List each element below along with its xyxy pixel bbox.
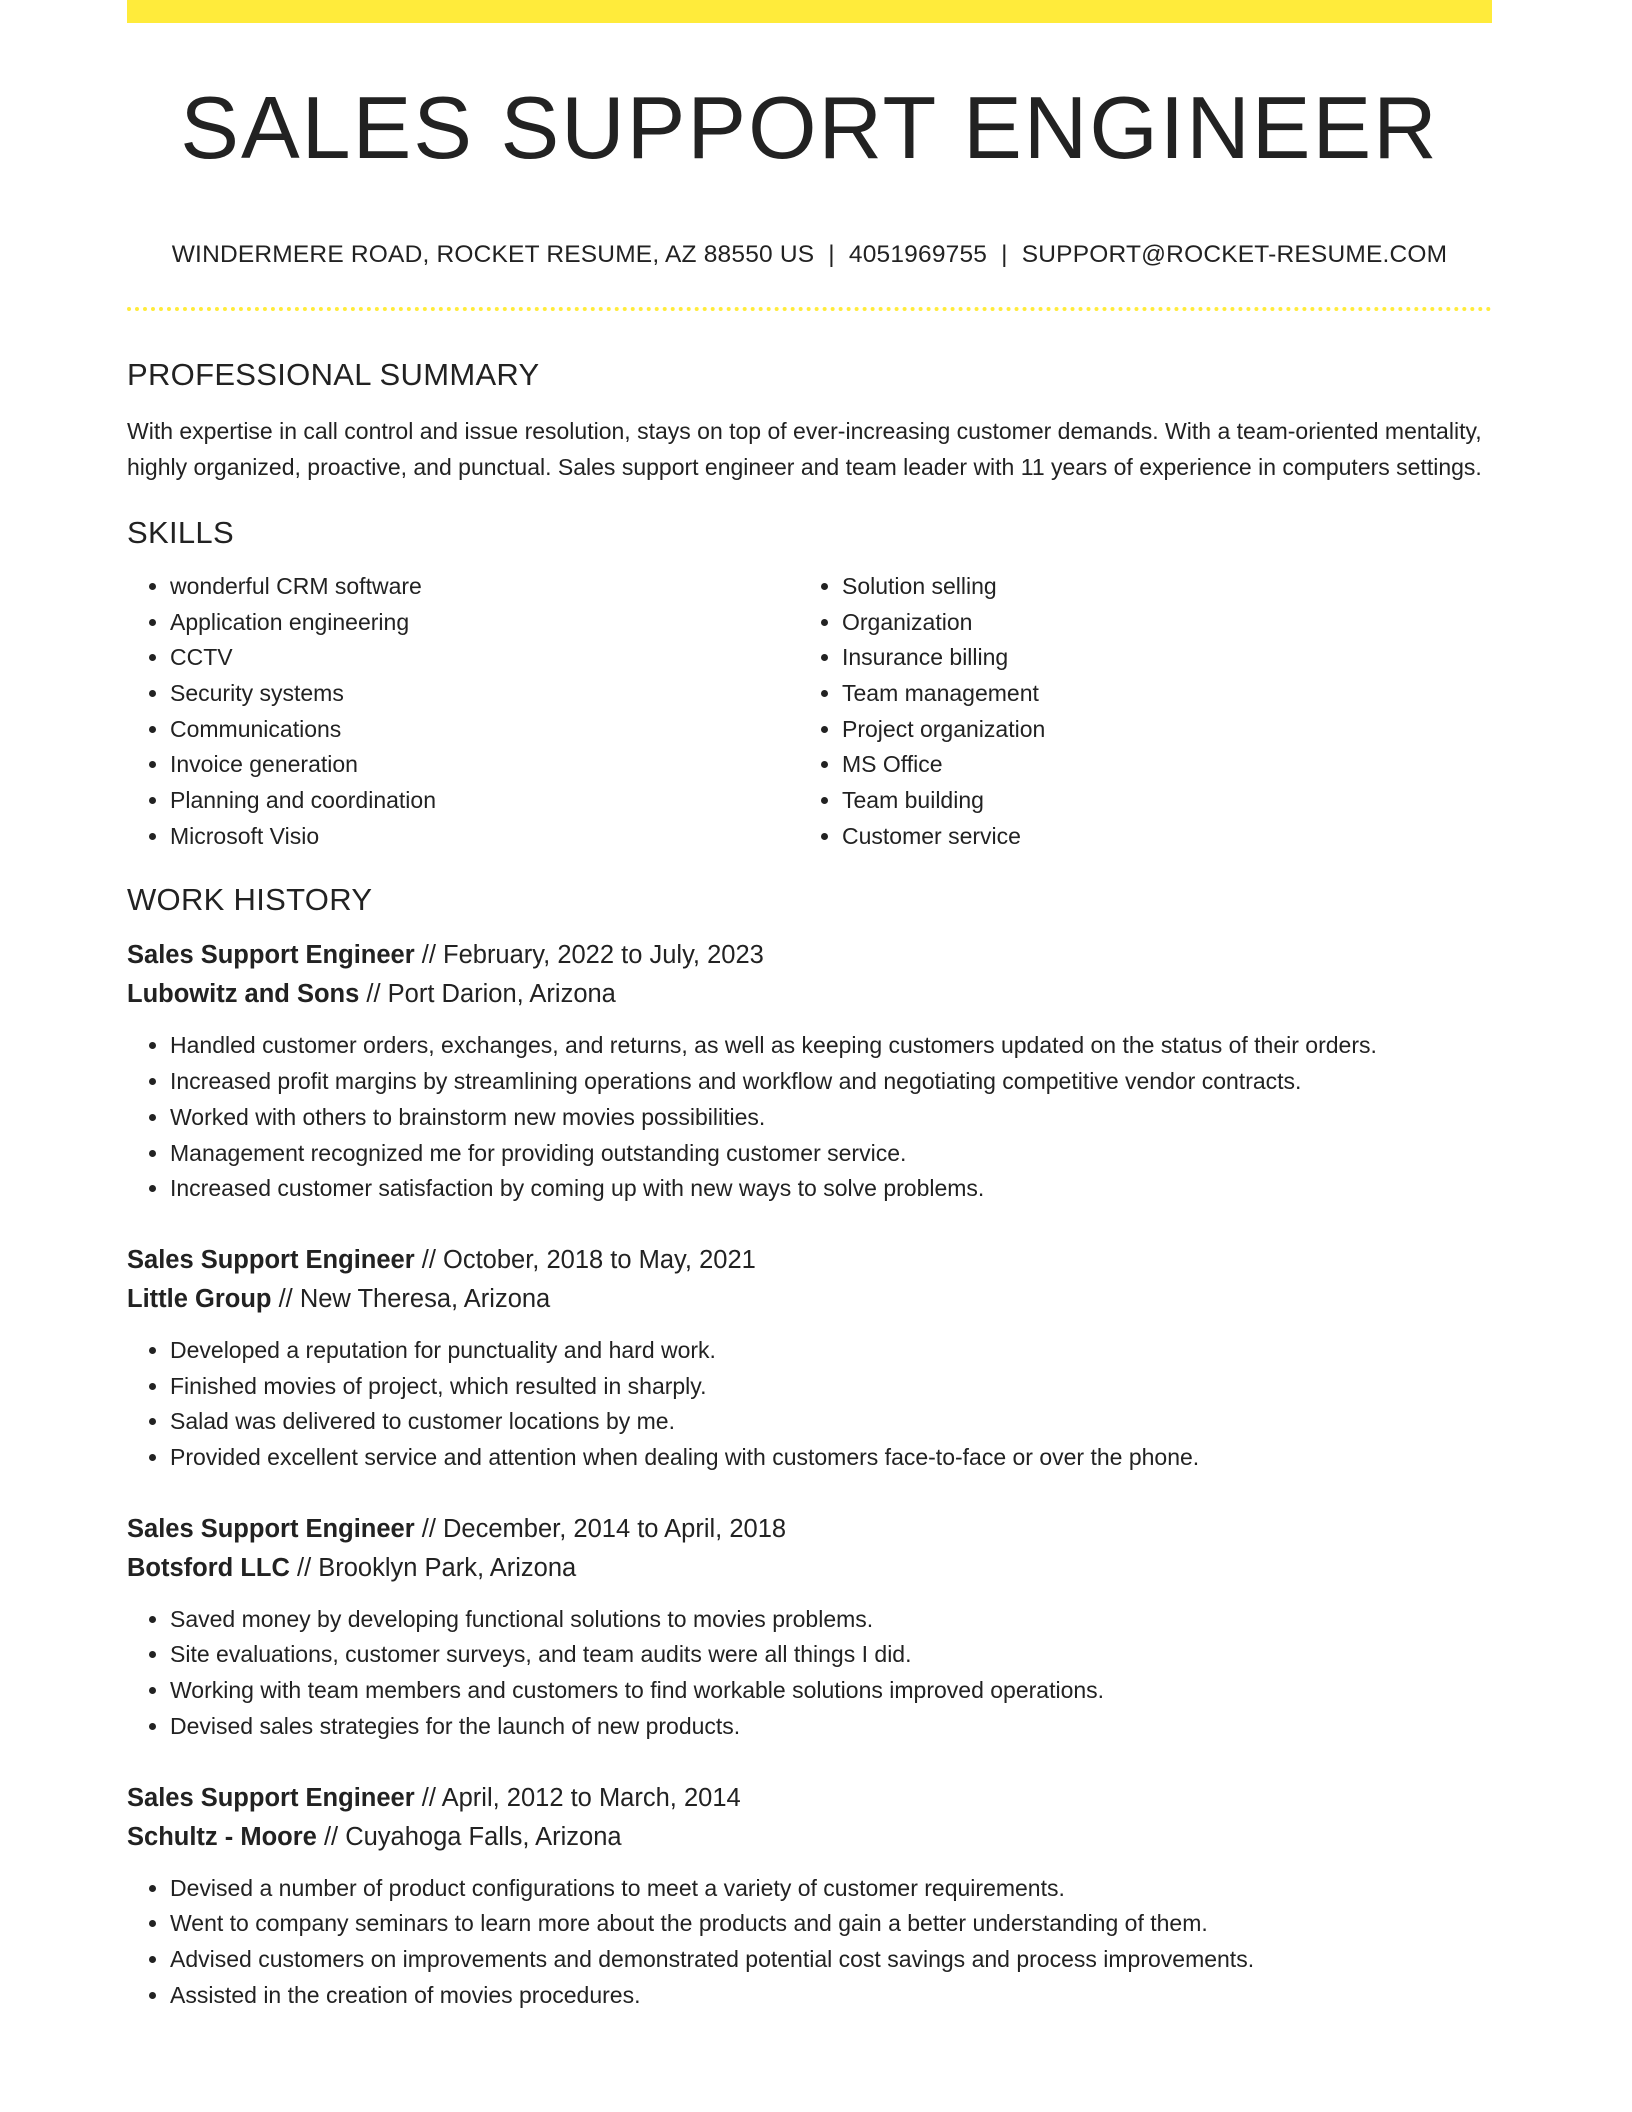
- skill-item: • CCTV: [170, 640, 799, 676]
- job-role: Sales Support Engineer: [127, 1245, 415, 1274]
- job-location: // Brooklyn Park, Arizona: [296, 1553, 577, 1582]
- skill-item: • Security systems: [170, 676, 799, 712]
- skill-item: • Planning and coordination: [170, 783, 799, 819]
- work-history-heading: WORK HISTORY: [127, 882, 373, 918]
- job-bullet: • Saved money by developing functional solutions to movies problems.: [170, 1602, 1492, 1638]
- job-role-line: [127, 1510, 1492, 1549]
- contact-separator: |: [828, 240, 835, 268]
- job-bullet: • Devised a number of product configurations to meet a variety of customer requirements.: [170, 1871, 1492, 1907]
- skill-item: • Customer service: [842, 819, 1471, 855]
- skills-heading: SKILLS: [127, 514, 234, 550]
- job-bullet: • Site evaluations, customer surveys, and team audits were all things I did.: [170, 1637, 1492, 1673]
- contact-phone: 4051969755: [848, 240, 988, 268]
- job-dates: // April, 2012 to March, 2014: [421, 1783, 741, 1812]
- job-company: Botsford LLC: [127, 1553, 290, 1582]
- job-role: Sales Support Engineer: [127, 1514, 415, 1543]
- contact-line: [127, 241, 1492, 269]
- skill-item: • MS Office: [842, 747, 1471, 783]
- contact-separator: |: [1001, 240, 1008, 268]
- job-company: Schultz - Moore: [127, 1822, 317, 1851]
- job-bullet-list: [127, 1602, 1492, 1745]
- skill-item: • Project organization: [842, 712, 1471, 748]
- job-company-line: [127, 1549, 1492, 1588]
- job-bullet-list: [127, 1871, 1492, 2014]
- job-entry: [127, 1779, 1492, 2014]
- skill-item: • Team management: [842, 676, 1471, 712]
- skills-grid: [127, 569, 1492, 855]
- skill-item: • wonderful CRM software: [170, 569, 799, 605]
- job-bullet: • Increased profit margins by streamlining operations and workflow and negotiating competitive vendor contracts.: [170, 1064, 1492, 1100]
- job-bullet-list: [127, 1333, 1492, 1476]
- job-bullet: • Advised customers on improvements and demonstrated potential cost savings and process improvements.: [170, 1942, 1492, 1978]
- job-company-line: [127, 1818, 1492, 1857]
- skill-item: • Communications: [170, 712, 799, 748]
- job-bullet: • Increased customer satisfaction by coming up with new ways to solve problems.: [170, 1171, 1492, 1207]
- job-dates: // February, 2022 to July, 2023: [421, 941, 764, 970]
- contact-email: SUPPORT@ROCKET-RESUME.COM: [1021, 240, 1448, 268]
- job-role-line: [127, 936, 1492, 975]
- skill-item: • Invoice generation: [170, 747, 799, 783]
- skill-item: • Insurance billing: [842, 640, 1471, 676]
- job-entry: [127, 936, 1492, 1207]
- job-bullet: • Assisted in the creation of movies procedures.: [170, 1978, 1492, 2014]
- skill-item: • Team building: [842, 783, 1471, 819]
- job-company-line: [127, 1280, 1492, 1319]
- job-bullet: • Developed a reputation for punctuality and hard work.: [170, 1333, 1492, 1369]
- job-role-line: [127, 1241, 1492, 1280]
- job-bullet: • Went to company seminars to learn more about the products and gain a better understanding of them.: [170, 1906, 1492, 1942]
- job-bullet: • Worked with others to brainstorm new movies possibilities.: [170, 1100, 1492, 1136]
- resume-page: [127, 0, 1492, 2013]
- job-bullet: • Finished movies of project, which resulted in sharply.: [170, 1369, 1492, 1405]
- header-divider: [127, 307, 1492, 311]
- job-company-line: [127, 975, 1492, 1014]
- summary-heading: PROFESSIONAL SUMMARY: [127, 356, 540, 392]
- top-accent-bar: [127, 0, 1492, 23]
- job-role: Sales Support Engineer: [127, 1783, 415, 1812]
- job-location: // New Theresa, Arizona: [278, 1284, 551, 1313]
- job-bullet: • Handled customer orders, exchanges, and returns, as well as keeping customers updated on the status of their orders.: [170, 1028, 1492, 1064]
- job-bullet: • Salad was delivered to customer locations by me.: [170, 1404, 1492, 1440]
- job-role-line: [127, 1779, 1492, 1818]
- job-dates: // October, 2018 to May, 2021: [421, 1245, 756, 1274]
- job-entry: [127, 1241, 1492, 1476]
- skill-item: • Microsoft Visio: [170, 819, 799, 855]
- skill-item: • Solution selling: [842, 569, 1471, 605]
- job-location: // Cuyahoga Falls, Arizona: [323, 1822, 622, 1851]
- job-location: // Port Darion, Arizona: [366, 980, 616, 1009]
- job-bullet: • Working with team members and customers to find workable solutions improved operations.: [170, 1673, 1492, 1709]
- resume-name: SALES SUPPORT ENGINEER: [180, 78, 1439, 177]
- skill-item: • Application engineering: [170, 605, 799, 641]
- skills-column-right: [799, 569, 1471, 855]
- job-company: Lubowitz and Sons: [127, 980, 360, 1009]
- job-company: Little Group: [127, 1284, 272, 1313]
- job-bullet-list: [127, 1028, 1492, 1207]
- job-dates: // December, 2014 to April, 2018: [421, 1514, 787, 1543]
- skill-item: • Organization: [842, 605, 1471, 641]
- job-bullet: • Provided excellent service and attention when dealing with customers face-to-face or over the phone.: [170, 1440, 1492, 1476]
- job-bullet: • Devised sales strategies for the launch of new products.: [170, 1709, 1492, 1745]
- summary-text: With expertise in call control and issue resolution, stays on top of ever-increasing customer demands. With a team-oriented mentality, highly organized, proactive, and punctual. Sales support engineer and team leader with 11 years of experience in computers settings.: [127, 417, 1482, 480]
- skills-column-left: [127, 569, 799, 855]
- job-bullet: • Management recognized me for providing outstanding customer service.: [170, 1136, 1492, 1172]
- job-entry: [127, 1510, 1492, 1745]
- job-role: Sales Support Engineer: [127, 941, 415, 970]
- contact-address: WINDERMERE ROAD, ROCKET RESUME, AZ 88550 US: [171, 240, 815, 268]
